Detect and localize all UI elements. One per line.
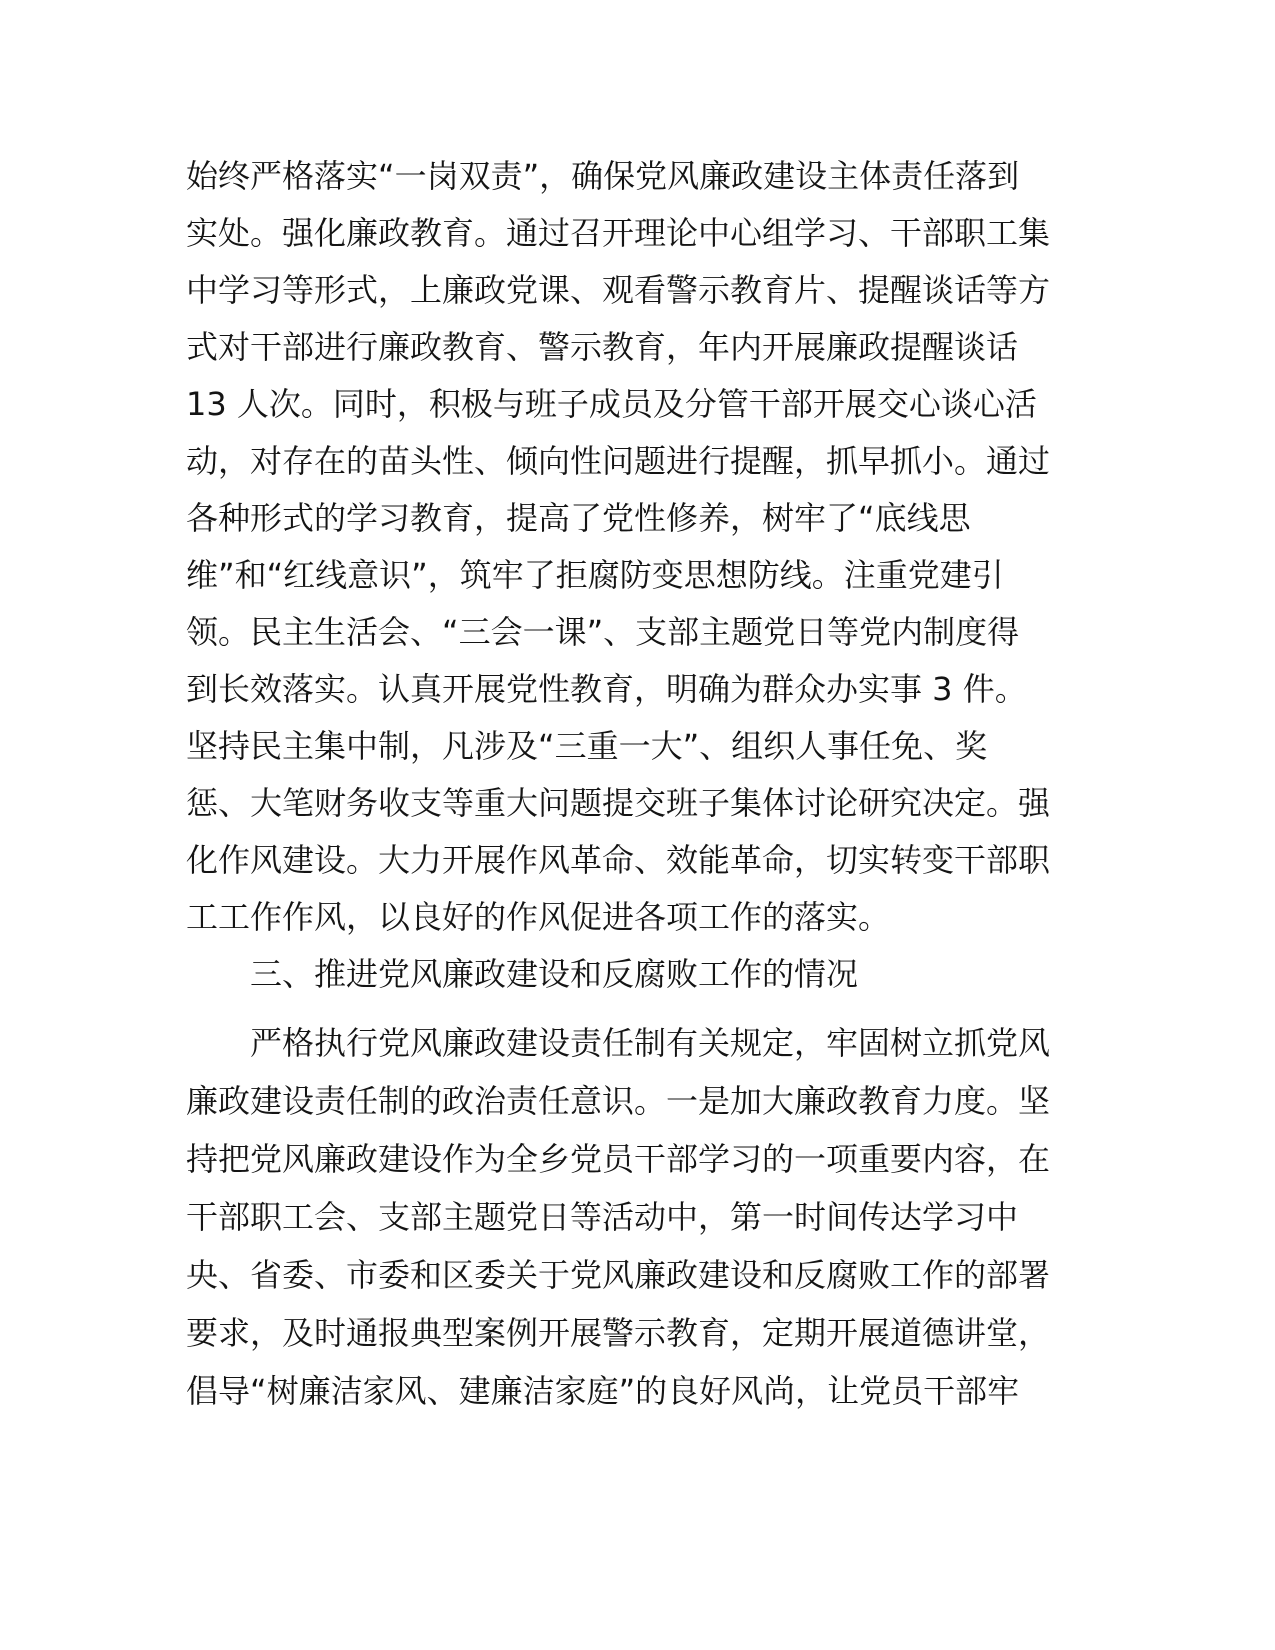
body-text-line: 干部职工会、支部主题党日等活动中，第一时间传达学习中 [186,1198,1019,1236]
body-text-line: 持把党风廉政建设作为全乡党员干部学习的一项重要内容，在 [186,1140,1051,1178]
body-text-line: 到长效落实。认真开展党性教育，明确为群众办实事 3 件。 [186,670,1027,708]
body-text-line: 要求，及时通报典型案例开展警示教育，定期开展道德讲堂， [186,1314,1051,1352]
body-text-line: 13 人次。同时，积极与班子成员及分管干部开展交心谈心活 [186,385,1037,423]
body-text-line: 化作风建设。大力开展作风革命、效能革命，切实转变干部职 [186,841,1051,879]
body-text-line: 动，对存在的苗头性、倾向性问题进行提醒，抓早抓小。通过 [186,442,1051,480]
section-heading: 三、推进党风廉政建设和反腐败工作的情况 [250,955,859,993]
body-text-line: 倡导“树廉洁家风、建廉洁家庭”的良好风尚，让党员干部牢 [186,1372,1020,1410]
body-text-line: 维”和“红线意识”，筑牢了拒腐防变思想防线。注重党建引 [186,556,1004,594]
body-text-line: 各种形式的学习教育，提高了党性修养，树牢了“底线思 [186,499,971,537]
body-text-line: 坚持民主集中制，凡涉及“三重一大”、组织人事任免、奖 [186,727,988,765]
paragraph-first-line: 严格执行党风廉政建设责任制有关规定，牢固树立抓党风 [250,1024,1051,1062]
body-text-line: 惩、大笔财务收支等重大问题提交班子集体讨论研究决定。强 [186,784,1051,822]
body-text-line: 始终严格落实“一岗双责”，确保党风廉政建设主体责任落到 [186,157,1020,195]
body-text-line: 式对干部进行廉政教育、警示教育，年内开展廉政提醒谈话 [186,328,1019,366]
body-text-line: 央、省委、市委和区委关于党风廉政建设和反腐败工作的部署 [186,1256,1051,1294]
body-text-line: 中学习等形式，上廉政党课、观看警示教育片、提醒谈话等方 [186,271,1051,309]
body-text-line: 领。民主生活会、“三会一课”、支部主题党日等党内制度得 [186,613,1020,651]
body-text-line: 实处。强化廉政教育。通过召开理论中心组学习、干部职工集 [186,214,1051,252]
body-text-line: 工工作作风，以良好的作风促进各项工作的落实。 [186,898,891,936]
body-text-line: 廉政建设责任制的政治责任意识。一是加大廉政教育力度。坚 [186,1082,1051,1120]
